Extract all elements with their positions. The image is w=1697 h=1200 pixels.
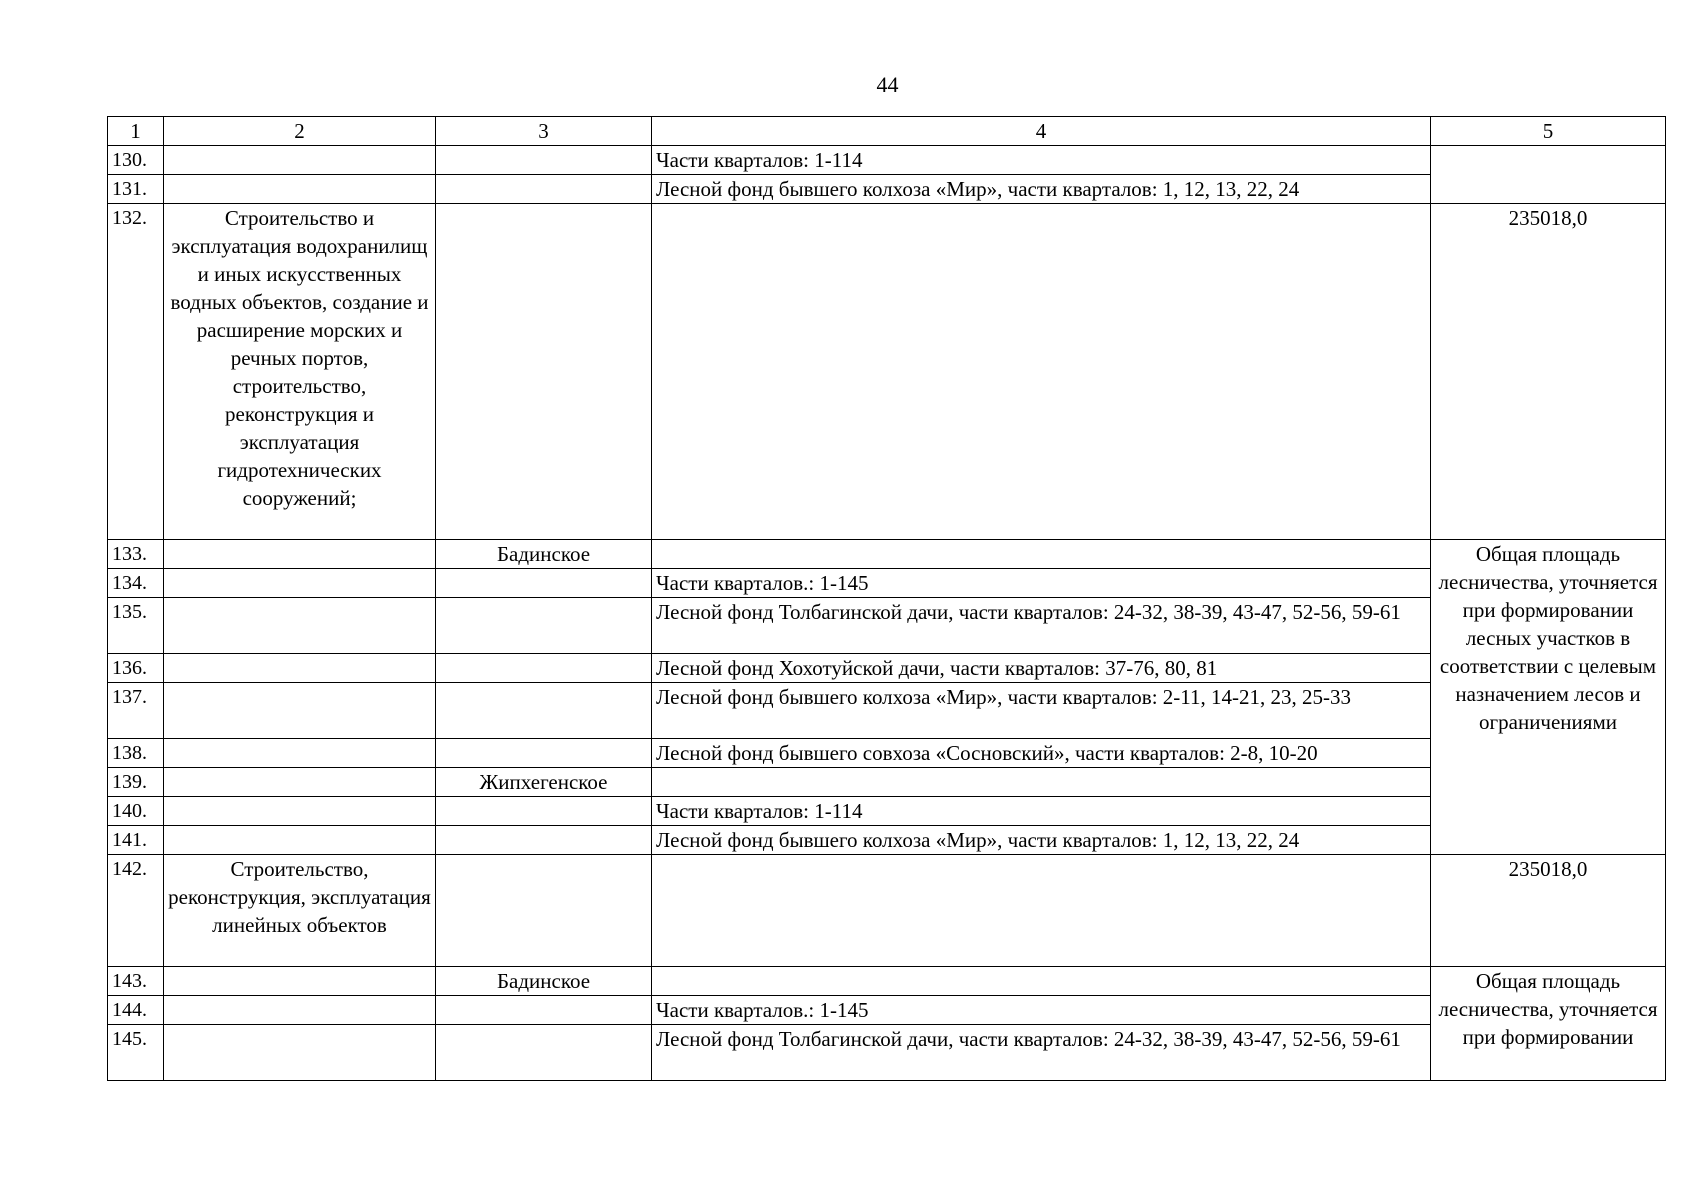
row-number: 140. xyxy=(108,797,164,826)
table-row xyxy=(108,855,1666,967)
forestry-district-cell: Бадинское xyxy=(436,540,652,569)
table-row xyxy=(108,967,1666,996)
table-row xyxy=(108,204,1666,540)
area-note-cell: Общая площадь лесничества, уточняется при формировании лесных участков в соответствии с целевым назначением лесов и ограничениями xyxy=(1431,540,1666,855)
row-number: 132. xyxy=(108,204,164,540)
row-number: 134. xyxy=(108,569,164,598)
row-number: 135. xyxy=(108,598,164,654)
row-number: 131. xyxy=(108,175,164,204)
forestry-district-cell xyxy=(436,598,652,654)
forestry-district-cell xyxy=(436,996,652,1025)
table-row xyxy=(108,146,1666,175)
activity-type-cell xyxy=(164,768,436,797)
quarters-cell: Лесной фонд бывшего колхоза «Мир», части кварталов: 2-11, 14-21, 23, 25-33 xyxy=(652,683,1431,739)
activity-type-cell xyxy=(164,175,436,204)
area-cell xyxy=(1431,146,1666,204)
activity-type-cell xyxy=(164,683,436,739)
activity-type-cell xyxy=(164,654,436,683)
forestry-district-cell xyxy=(436,683,652,739)
forestry-district-cell xyxy=(436,175,652,204)
quarters-cell: Лесной фонд Толбагинской дачи, части кварталов: 24-32, 38-39, 43-47, 52-56, 59-61 xyxy=(652,598,1431,654)
forestry-district-cell xyxy=(436,739,652,768)
activity-type-cell xyxy=(164,1025,436,1081)
forestry-district-cell xyxy=(436,826,652,855)
forestry-district-cell xyxy=(436,146,652,175)
row-number: 144. xyxy=(108,996,164,1025)
table-header-row xyxy=(108,117,1666,146)
activity-type-cell xyxy=(164,146,436,175)
row-number: 142. xyxy=(108,855,164,967)
activity-type-cell: Строительство, реконструкция, эксплуатация линейных объектов xyxy=(164,855,436,967)
quarters-cell: Части кварталов: 1-114 xyxy=(652,146,1431,175)
quarters-cell xyxy=(652,855,1431,967)
area-note-cell: Общая площадь лесничества, уточняется при формировании xyxy=(1431,967,1666,1081)
area-cell: 235018,0 xyxy=(1431,204,1666,540)
activity-type-cell xyxy=(164,996,436,1025)
activity-type-cell xyxy=(164,569,436,598)
forestry-district-cell xyxy=(436,654,652,683)
activity-type-cell xyxy=(164,967,436,996)
forestry-district-cell xyxy=(436,569,652,598)
header-cell-5: 5 xyxy=(1431,117,1666,146)
area-cell: 235018,0 xyxy=(1431,855,1666,967)
header-cell-3: 3 xyxy=(436,117,652,146)
row-number: 137. xyxy=(108,683,164,739)
row-number: 143. xyxy=(108,967,164,996)
header-cell-2: 2 xyxy=(164,117,436,146)
quarters-cell xyxy=(652,540,1431,569)
page-number: 44 xyxy=(876,72,899,97)
activity-type-cell: Строительство и эксплуатация водохранилищ и иных искусственных водных объектов, создание и расширение морских и речных портов, строительство, реконструкция и эксплуатация гидротехнических сооружений; xyxy=(164,204,436,540)
quarters-cell: Лесной фонд бывшего совхоза «Сосновский», части кварталов: 2-8, 10-20 xyxy=(652,739,1431,768)
quarters-cell: Части кварталов.: 1-145 xyxy=(652,569,1431,598)
activity-type-cell xyxy=(164,797,436,826)
forestry-district-cell xyxy=(436,855,652,967)
row-number: 133. xyxy=(108,540,164,569)
row-number: 141. xyxy=(108,826,164,855)
quarters-cell: Части кварталов.: 1-145 xyxy=(652,996,1431,1025)
quarters-cell: Лесной фонд Хохотуйской дачи, части кварталов: 37-76, 80, 81 xyxy=(652,654,1431,683)
activity-type-cell xyxy=(164,739,436,768)
row-number: 145. xyxy=(108,1025,164,1081)
forestry-district-cell: Жипхегенское xyxy=(436,768,652,797)
quarters-cell: Лесной фонд Толбагинской дачи, части кварталов: 24-32, 38-39, 43-47, 52-56, 59-61 xyxy=(652,1025,1431,1081)
activity-type-cell xyxy=(164,540,436,569)
quarters-cell xyxy=(652,967,1431,996)
quarters-cell: Лесной фонд бывшего колхоза «Мир», части кварталов: 1, 12, 13, 22, 24 xyxy=(652,826,1431,855)
forestry-district-cell xyxy=(436,1025,652,1081)
quarters-cell xyxy=(652,204,1431,540)
table-row xyxy=(108,540,1666,569)
row-number: 130. xyxy=(108,146,164,175)
row-number: 139. xyxy=(108,768,164,797)
quarters-cell xyxy=(652,768,1431,797)
quarters-cell: Части кварталов: 1-114 xyxy=(652,797,1431,826)
header-cell-4: 4 xyxy=(652,117,1431,146)
forestry-district-cell: Бадинское xyxy=(436,967,652,996)
forestry-district-cell xyxy=(436,204,652,540)
header-cell-1: 1 xyxy=(108,117,164,146)
activity-type-cell xyxy=(164,826,436,855)
row-number: 138. xyxy=(108,739,164,768)
forestry-district-cell xyxy=(436,797,652,826)
document-table xyxy=(107,116,1666,1081)
row-number: 136. xyxy=(108,654,164,683)
quarters-cell: Лесной фонд бывшего колхоза «Мир», части кварталов: 1, 12, 13, 22, 24 xyxy=(652,175,1431,204)
activity-type-cell xyxy=(164,598,436,654)
